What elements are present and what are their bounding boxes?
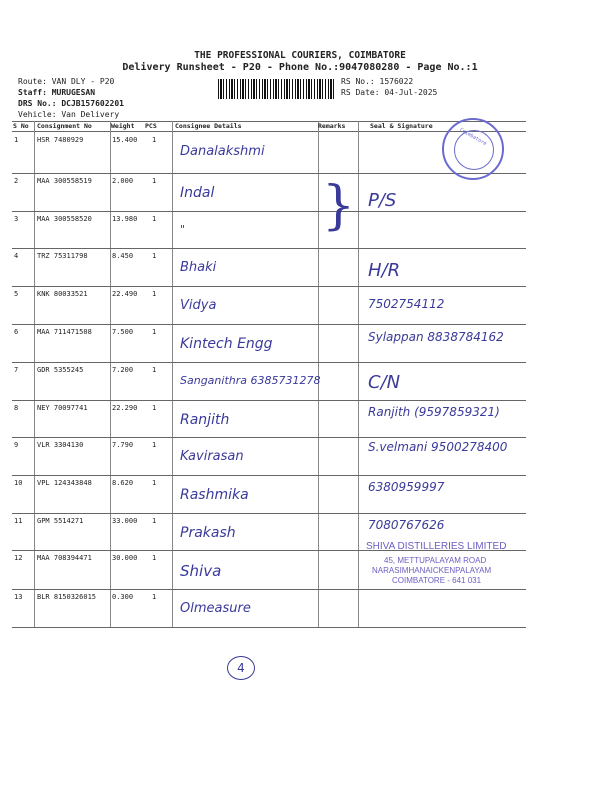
col-header-pcs: PCS bbox=[145, 122, 157, 130]
row-consignment-no: HSR 7480929 bbox=[37, 136, 84, 144]
row-signature-handwritten: 7502754112 bbox=[368, 297, 445, 311]
row-pcs: 1 bbox=[152, 441, 157, 449]
route-info: Route: VAN DLY - P20 bbox=[18, 77, 115, 86]
column-divider bbox=[358, 121, 359, 627]
table-bottom-border bbox=[12, 627, 526, 628]
column-divider bbox=[172, 121, 173, 627]
row-pcs: 1 bbox=[152, 328, 157, 336]
page-circle: 4 bbox=[227, 656, 255, 680]
row-sno: 11 bbox=[14, 517, 23, 525]
row-divider bbox=[12, 248, 526, 249]
row-pcs: 1 bbox=[152, 215, 157, 223]
row-divider bbox=[12, 589, 526, 590]
col-header-consignment: Consignment No bbox=[37, 122, 92, 130]
runsheet-subtitle: Delivery Runsheet - P20 - Phone No.:9047080280 - Page No.:1 bbox=[122, 62, 478, 73]
row-signature-handwritten: P/S bbox=[368, 190, 397, 211]
row-consignment-no: VLR 3304130 bbox=[37, 441, 84, 449]
row-consignment-no: MAA 711471508 bbox=[37, 328, 92, 336]
row-pcs: 1 bbox=[152, 479, 157, 487]
row-signature-handwritten: 7080767626 bbox=[368, 518, 445, 532]
row-sno: 1 bbox=[14, 136, 19, 144]
row-consignee-handwritten: Olmeasure bbox=[180, 601, 251, 616]
rs-number: RS No.: 1576022 bbox=[341, 77, 414, 86]
row-sno: 10 bbox=[14, 479, 23, 487]
row-weight: 2.000 bbox=[112, 177, 134, 185]
row-consignment-no: VPL 124343848 bbox=[37, 479, 92, 487]
row-sno: 2 bbox=[14, 177, 19, 185]
row-weight: 7.790 bbox=[112, 441, 134, 449]
row-consignment-no: MAA 300558520 bbox=[37, 215, 92, 223]
row-divider bbox=[12, 362, 526, 363]
row-signature-handwritten: Sylappan 8838784162 bbox=[368, 330, 504, 344]
col-header-sno: S No bbox=[13, 122, 29, 130]
row-consignment-no: GPM 5514271 bbox=[37, 517, 84, 525]
row-consignment-no: GDR 5355245 bbox=[37, 366, 84, 374]
row-divider bbox=[12, 286, 526, 287]
row-sno: 6 bbox=[14, 328, 19, 336]
row-sno: 7 bbox=[14, 366, 19, 374]
row-weight: 7.200 bbox=[112, 366, 134, 374]
row-weight: 33.000 bbox=[112, 517, 138, 525]
vehicle-info: Vehicle: Van Delivery bbox=[18, 110, 120, 119]
column-divider bbox=[34, 121, 35, 627]
row-consignment-no: KNK 80033521 bbox=[37, 290, 88, 298]
row-sno: 12 bbox=[14, 554, 23, 562]
row-pcs: 1 bbox=[152, 404, 157, 412]
col-header-remarks: Remarks bbox=[318, 122, 346, 130]
row-pcs: 1 bbox=[152, 366, 157, 374]
row-pcs: 1 bbox=[152, 517, 157, 525]
row-consignment-no: TRZ 75311798 bbox=[37, 252, 88, 260]
row-weight: 15.400 bbox=[112, 136, 138, 144]
row-consignee-handwritten: Kavirasan bbox=[180, 449, 244, 464]
row-divider bbox=[12, 400, 526, 401]
row-consignee-handwritten: Prakash bbox=[180, 525, 236, 541]
row-divider bbox=[12, 324, 526, 325]
row-consignee-handwritten: Ranjith bbox=[180, 412, 230, 428]
stamp-line-company: SHIVA DISTILLERIES LIMITED bbox=[366, 541, 507, 552]
stamp-line-address: 45, METTUPALAYAM ROAD bbox=[384, 556, 487, 565]
row-divider bbox=[12, 173, 526, 174]
row-consignee-handwritten: Indal bbox=[180, 185, 215, 201]
barcode bbox=[218, 79, 334, 99]
brace-mark: } bbox=[322, 176, 356, 236]
row-divider bbox=[12, 211, 526, 212]
row-signature-handwritten: C/N bbox=[368, 372, 401, 393]
drs-number: DRS No.: DCJB157602201 bbox=[18, 99, 124, 108]
row-consignee-handwritten: Sanganithra 6385731278 bbox=[180, 374, 321, 387]
row-pcs: 1 bbox=[152, 554, 157, 562]
row-signature-handwritten: S.velmani 9500278400 bbox=[368, 440, 508, 454]
staff-info: Staff: MURUGESAN bbox=[18, 88, 96, 97]
column-divider bbox=[110, 121, 111, 627]
row-divider bbox=[12, 513, 526, 514]
row-pcs: 1 bbox=[152, 136, 157, 144]
row-sno: 5 bbox=[14, 290, 19, 298]
row-weight: 8.620 bbox=[112, 479, 134, 487]
rs-date: RS Date: 04-Jul-2025 bbox=[341, 88, 438, 97]
row-weight: 8.450 bbox=[112, 252, 134, 260]
col-header-weight: Weight bbox=[111, 122, 135, 130]
col-header-signature: Seal & Signature bbox=[370, 122, 433, 130]
row-consignment-no: NEY 70097741 bbox=[37, 404, 88, 412]
row-consignee-handwritten: Rashmika bbox=[180, 487, 249, 503]
row-pcs: 1 bbox=[152, 290, 157, 298]
row-consignee-handwritten: Kintech Engg bbox=[180, 336, 273, 352]
row-weight: 13.980 bbox=[112, 215, 138, 223]
seal-text: Coimbatore bbox=[458, 126, 488, 148]
row-weight: 7.500 bbox=[112, 328, 134, 336]
stamp-line-area: NARASIMHANAICKENPALAYAM bbox=[372, 566, 492, 575]
row-consignment-no: MAA 300558519 bbox=[37, 177, 92, 185]
row-pcs: 1 bbox=[152, 593, 157, 601]
row-signature-handwritten: Ranjith (9597859321) bbox=[368, 405, 500, 419]
company-seal bbox=[442, 118, 504, 180]
stamp-line-city: COIMBATORE - 641 031 bbox=[392, 576, 482, 585]
row-weight: 22.290 bbox=[112, 404, 138, 412]
row-consignee-handwritten: Bhaki bbox=[180, 260, 217, 275]
row-consignee-handwritten: Shiva bbox=[180, 562, 222, 580]
row-consignee-handwritten: " bbox=[180, 223, 186, 236]
row-pcs: 1 bbox=[152, 252, 157, 260]
row-divider bbox=[12, 437, 526, 438]
row-sno: 4 bbox=[14, 252, 19, 260]
row-sno: 9 bbox=[14, 441, 19, 449]
row-consignee-handwritten: Danalakshmi bbox=[180, 144, 265, 159]
row-consignee-handwritten: Vidya bbox=[180, 298, 217, 313]
row-weight: 30.000 bbox=[112, 554, 138, 562]
row-weight: 22.490 bbox=[112, 290, 138, 298]
company-title: THE PROFESSIONAL COURIERS, COIMBATORE bbox=[194, 50, 406, 61]
row-consignment-no: BLR 8150326015 bbox=[37, 593, 97, 601]
row-consignment-no: MAA 708394471 bbox=[37, 554, 92, 562]
row-signature-handwritten: 6380959997 bbox=[368, 480, 445, 494]
col-header-consignee: Consignee Details bbox=[175, 122, 242, 130]
row-sno: 8 bbox=[14, 404, 19, 412]
row-divider bbox=[12, 475, 526, 476]
row-sno: 13 bbox=[14, 593, 23, 601]
row-sno: 3 bbox=[14, 215, 19, 223]
row-signature-handwritten: H/R bbox=[368, 260, 401, 281]
row-weight: 0.300 bbox=[112, 593, 134, 601]
row-pcs: 1 bbox=[152, 177, 157, 185]
